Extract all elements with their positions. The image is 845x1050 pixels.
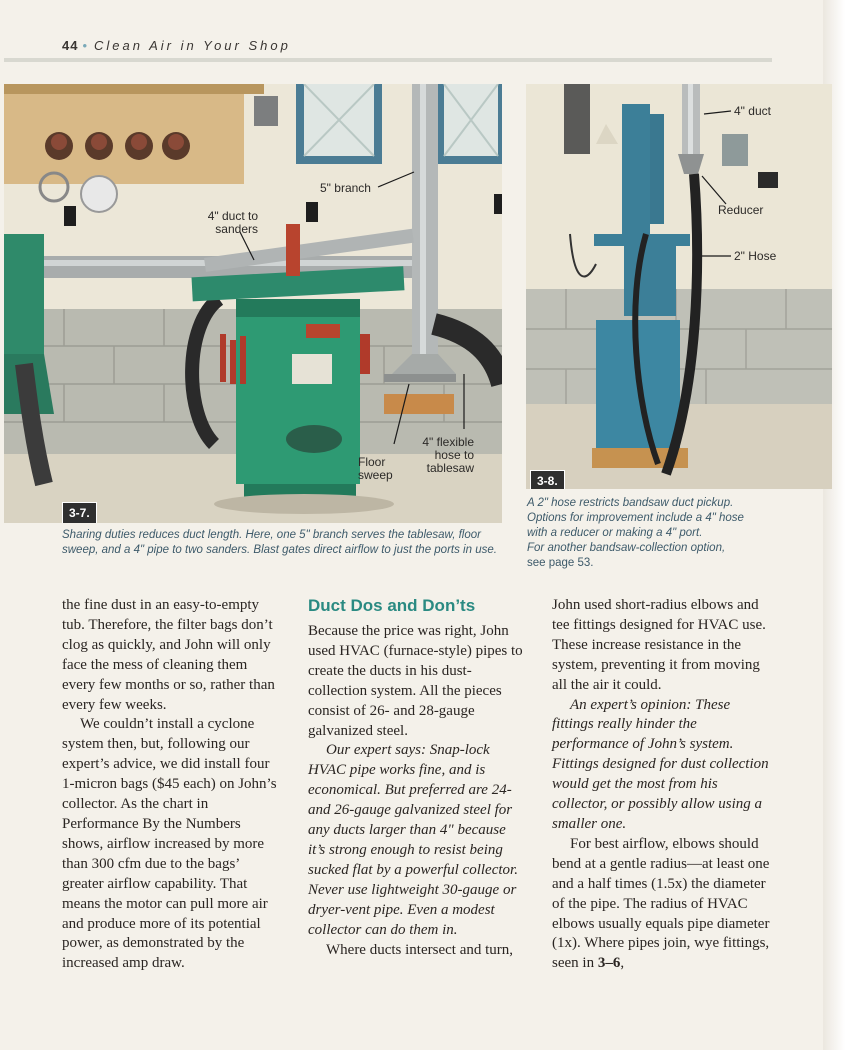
callout-floor-sweep bbox=[358, 456, 393, 482]
caption-figure-3-7: Sharing duties reduces duct length. Here, one 5" branch serves the tablesaw, floor sweep, and a 4" pipe to two sanders. Blast gates direct airflow to just the ports in use. bbox=[62, 529, 497, 556]
callout-reducer: Reducer bbox=[718, 203, 764, 217]
col2-paragraph-3: Where ducts intersect and turn, bbox=[326, 941, 514, 958]
callout-floor-sweep-line-2: sweep bbox=[358, 468, 393, 482]
col3-paragraph-1: John used short-radius elbows and tee fittings designed for HVAC use. These increase resistance in the system, preventing it from moving all the air it could. bbox=[552, 597, 766, 693]
col3-expert-opinion: An expert’s opinion: These fittings really hinder the performance of John’s system. Fittings designed for dust collection would get the most from his collector, or possibly allow using a smaller one. bbox=[552, 696, 769, 832]
body-column-3 bbox=[552, 596, 772, 974]
col2-expert-says: Our expert says: Snap-lock HVAC pipe works fine, and is economical. But preferred are 24- and 26-gauge galvanized steel for any ducts larger than 4" because it’s strong enough to resist being sucked flat by a powerful collector. Never use lightweight 30-gauge or dryer-vent pipe. Even a modest collector can do them in. bbox=[308, 742, 518, 938]
col1-paragraph-2: We couldn’t install a cyclone system then, but, following our expert’s advice, we did install four 1-micron bags ($45 each) on John’s collector. As the chart in Performance By the Numbers shows, airflow increased by more than 300 cfm due to the bags’ greater airflow capability. That means the motor can pull more air and produce more of its potential power, as demonstrated by the increased amp draw. bbox=[62, 716, 277, 972]
callout-duct-line-2: sanders bbox=[215, 222, 258, 236]
callout-5in-branch: 5" branch bbox=[320, 181, 371, 195]
photo-bandsaw bbox=[526, 84, 832, 489]
col3-paragraph-3 bbox=[552, 835, 772, 974]
caption-figure-3-8 bbox=[527, 496, 827, 571]
page-number: 44 bbox=[62, 38, 79, 53]
figure-badge-3-7: 3-7. bbox=[62, 502, 97, 523]
caption-3-8-line-1: A 2" hose restricts bandsaw duct pickup. bbox=[527, 497, 734, 509]
caption-3-8-line-3: with a reducer or making a 4" port. bbox=[527, 527, 703, 539]
callout-4in-duct: 4" duct bbox=[734, 104, 771, 118]
running-head bbox=[62, 38, 291, 53]
col2-paragraph-1: Because the price was right, John used HVAC (furnace-style) pipes to create the ducts in his dust-collection system. All the pieces consist of 26- and 28-gauge galvanized steel. bbox=[308, 623, 523, 739]
body-column-1 bbox=[62, 596, 284, 974]
callout-floor-sweep-line-1: Floor bbox=[358, 455, 386, 469]
col3-paragraph-3-text: For best airflow, elbows should bend at a gentle radius—at least one and a half times (1.5x) the diameter of the pipe. The radius of HVAC elbows usually equals pipe diameter (1x). Where pipes join, wye fittings, seen in bbox=[552, 835, 770, 972]
col1-paragraph-1: the fine dust in an easy-to-empty tub. Therefore, the filter bags don’t clog as quickly, and John will only face the mess of cleaning them every few months or so, rather than every few weeks. bbox=[62, 597, 275, 713]
callout-hose-line-1: 4" flexible bbox=[422, 435, 474, 449]
figure-badge-3-8: 3-8. bbox=[530, 470, 565, 489]
callout-4in-duct-to-sanders bbox=[174, 210, 258, 236]
col3-paragraph-2 bbox=[552, 696, 772, 835]
col3-paragraph-3-end: , bbox=[620, 955, 625, 972]
callout-duct-line-1: 4" duct to bbox=[207, 209, 258, 223]
caption-3-8-line-2: Options for improvement include a 4" hose bbox=[527, 512, 744, 524]
photo-shop-ducts bbox=[4, 84, 502, 523]
caption-3-8-see-page: see page 53. bbox=[527, 557, 594, 569]
callout-hose-line-3: tablesaw bbox=[426, 461, 474, 475]
header-rule bbox=[4, 58, 772, 62]
callout-hose-line-2: hose to bbox=[434, 448, 474, 462]
photo-bandsaw-illustration bbox=[526, 84, 832, 489]
section-heading-duct-dos: Duct Dos and Don’ts bbox=[308, 596, 476, 615]
col2-paragraph-2 bbox=[308, 741, 526, 940]
book-title: Clean Air in Your Shop bbox=[94, 38, 291, 53]
caption-3-8-line-4: For another bandsaw-collection option, bbox=[527, 542, 726, 554]
callout-flexible-hose bbox=[404, 436, 474, 475]
figure-reference-3-6: 3–6 bbox=[597, 955, 621, 972]
body-column-2 bbox=[308, 596, 526, 960]
callout-2in-hose: 2" Hose bbox=[734, 249, 777, 263]
separator-dot: • bbox=[82, 38, 91, 53]
